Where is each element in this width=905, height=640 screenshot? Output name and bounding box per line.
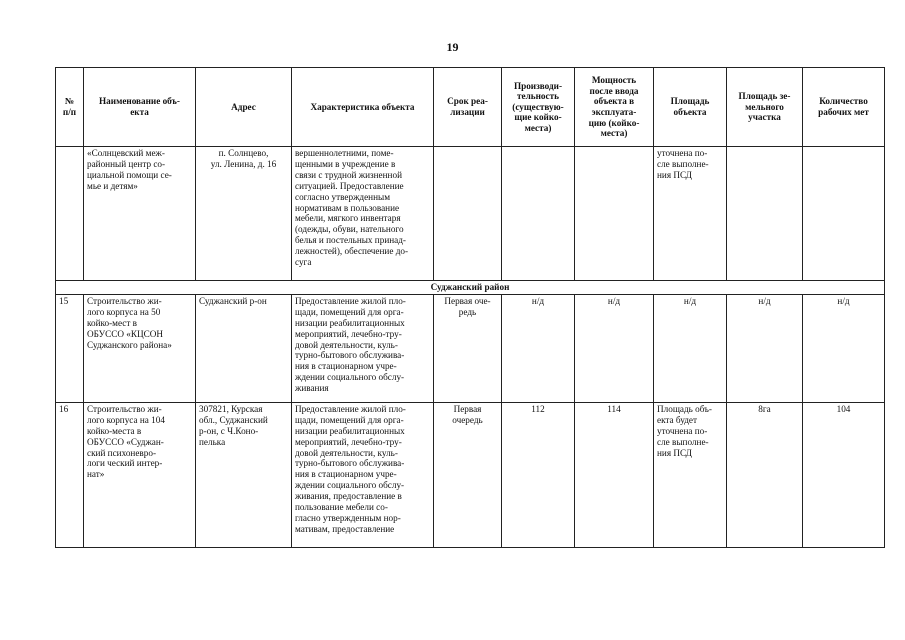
header-area: Площадь объекта [654, 68, 727, 147]
section-title: Суджанский район [56, 281, 885, 295]
cell-power [575, 147, 654, 281]
objects-table [55, 67, 885, 548]
cell-address: Суджанский р-он [196, 294, 292, 402]
cell-area: н/д [654, 294, 727, 402]
cell-characteristic: Предоставление жилой пло- щади, помещений для орга- низации реабилитационных мероприятий, лечебно-тру- довой деятельности, куль- турно-бытового обслужива- ния в стационарном учре- ждении социального обслу- живания [292, 294, 434, 402]
cell-power: 114 [575, 402, 654, 547]
cell-num: 16 [56, 402, 84, 547]
table-row [56, 294, 885, 402]
cell-name: Строительство жи- лого корпуса на 50 койко-мест в ОБУССО «КЦСОН Суджанского района» [84, 294, 196, 402]
cell-name: Строительство жи- лого корпуса на 104 койко-места в ОБУССО «Суджан- ский психоневро- логи ческий интер- нат» [84, 402, 196, 547]
header-land: Площадь зе- мельного участка [727, 68, 803, 147]
cell-characteristic: вершеннолетними, поме- щенными в учреждение в связи с трудной жизненной ситуацией. Предоставление согласно утвержденным нормативам в пользование мебели, мягкого инвентаря (одежды, обуви, нательного белья и постельных принад- лежностей), обеспечение до- суга [292, 147, 434, 281]
cell-area: Площадь объ- екта будет уточнена по- сле выполне- ния ПСД [654, 402, 727, 547]
header-name: Наименование объ- екта [84, 68, 196, 147]
cell-area: уточнена по- сле выполне- ния ПСД [654, 147, 727, 281]
cell-capacity: н/д [502, 294, 575, 402]
section-row [56, 281, 885, 295]
cell-jobs: 104 [803, 402, 885, 547]
cell-capacity [502, 147, 575, 281]
cell-jobs [803, 147, 885, 281]
table-row [56, 147, 885, 281]
header-num: № п/п [56, 68, 84, 147]
cell-num [56, 147, 84, 281]
table-row [56, 402, 885, 547]
table-header [56, 68, 885, 147]
header-power: Мощность после ввода объекта в эксплуата- цию (койко- места) [575, 68, 654, 147]
header-characteristic: Характеристика объекта [292, 68, 434, 147]
cell-term [434, 147, 502, 281]
cell-address: 307821, Курская обл., Суджанский р-он, с Ч.Коно- пелька [196, 402, 292, 547]
header-capacity: Производи- тельность (существую- щие койко- места) [502, 68, 575, 147]
cell-address: п. Солнцево, ул. Ленина, д. 16 [196, 147, 292, 281]
page-number: 19 [446, 40, 459, 54]
cell-term: Первая оче- редь [434, 294, 502, 402]
header-address: Адрес [196, 68, 292, 147]
header-term: Срок реа- лизации [434, 68, 502, 147]
cell-land: 8га [727, 402, 803, 547]
cell-capacity: 112 [502, 402, 575, 547]
cell-jobs: н/д [803, 294, 885, 402]
header-jobs: Количество рабочих мет [803, 68, 885, 147]
cell-characteristic: Предоставление жилой пло- щади, помещений для орга- низации реабилитационных мероприятий, лечебно-тру- довой деятельности, куль- турно-бытового обслужива- ния в стационарном учре- ждении социального обслу- живания, предоставление в пользование мебели со- гласно утвержденным нор- мативам, предоставление [292, 402, 434, 547]
cell-land [727, 147, 803, 281]
cell-land: н/д [727, 294, 803, 402]
cell-num: 15 [56, 294, 84, 402]
cell-term: Первая очередь [434, 402, 502, 547]
cell-name: «Солнцевский меж- районный центр со- циальной помощи се- мье и детям» [84, 147, 196, 281]
cell-power: н/д [575, 294, 654, 402]
